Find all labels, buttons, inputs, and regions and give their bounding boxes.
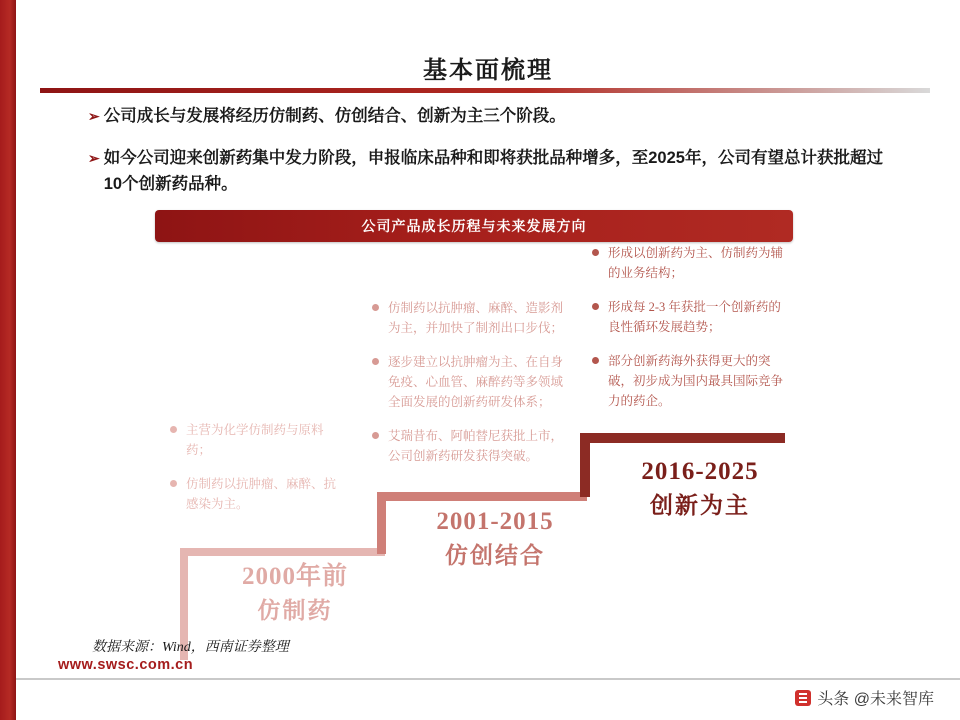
bullet-list — [88, 103, 898, 213]
chart-banner-title: 公司产品成长历程与未来发展方向 — [155, 210, 793, 242]
stage-label-1 — [200, 560, 390, 628]
list-item — [372, 426, 564, 466]
bullet-dot-icon — [372, 304, 379, 311]
stage-2-year: 2001-2015 — [436, 508, 554, 535]
stair-step-2-vertical — [377, 492, 386, 554]
stage-1-year: 2000年前 — [241, 563, 348, 590]
list-item-text: 形成每 2-3 年获批一个创新药的良性循环发展趋势； — [608, 300, 781, 334]
list-item — [592, 243, 787, 283]
footer-divider — [16, 678, 960, 680]
stage-3-name: 创新为主 — [650, 493, 750, 518]
stage-3-points — [592, 243, 787, 425]
list-item — [170, 420, 345, 460]
stage-1-name: 仿制药 — [257, 598, 333, 623]
stair-step-1-horizontal — [180, 548, 385, 556]
bullet-dot-icon — [592, 357, 599, 364]
list-item-text: 艾瑞昔布、阿帕替尼获批上市，公司创新药研发获得突破。 — [388, 429, 564, 463]
stage-1-points — [170, 420, 345, 528]
list-item-text: 仿制药以抗肿瘤、麻醉、抗感染为主。 — [186, 477, 337, 511]
bullet-arrow-icon: ➢ — [88, 108, 100, 124]
stair-step-2-horizontal — [377, 492, 587, 501]
list-item — [592, 297, 787, 337]
stage-2-points — [372, 298, 564, 480]
stage-3-year: 2016-2025 — [641, 458, 759, 485]
bullet-item — [88, 103, 898, 129]
bullet-dot-icon — [170, 426, 177, 433]
stage-label-3 — [600, 455, 800, 523]
bullet-dot-icon — [372, 432, 379, 439]
source-note: 数据来源：Wind，西南证券整理 — [92, 640, 289, 655]
bullet-arrow-icon: ➢ — [88, 150, 100, 166]
page-title: 基本面梳理 — [423, 57, 553, 84]
list-item — [592, 351, 787, 411]
list-item-text: 逐步建立以抗肿瘤为主、在自身免疫、心血管、麻醉药等多领域全面发展的创新药研发体系； — [388, 355, 564, 409]
stage-2-name: 仿创结合 — [445, 543, 545, 568]
bullet-dot-icon — [170, 480, 177, 487]
bullet-text: 公司成长与发展将经历仿制药、仿创结合、创新为主三个阶段。 — [103, 107, 566, 125]
list-item-text: 仿制药以抗肿瘤、麻醉、造影剂为主，并加快了制剂出口步伐； — [388, 301, 564, 335]
stage-label-2 — [400, 505, 590, 573]
left-accent-bar — [0, 0, 16, 720]
list-item — [170, 474, 345, 514]
toutiao-logo-icon — [795, 690, 811, 706]
list-item-text: 主营为化学仿制药与原料药； — [186, 423, 324, 457]
bullet-text: 如今公司迎来创新药集中发力阶段，申报临床品种和即将获批品种增多，至2025年，公司有望总计获批超过10个创新药品种。 — [103, 149, 883, 193]
watermark — [795, 686, 934, 709]
bullet-dot-icon — [592, 249, 599, 256]
stair-step-3-horizontal — [580, 433, 785, 443]
watermark-text: 头条 @未来智库 — [817, 691, 934, 708]
bullet-dot-icon — [372, 358, 379, 365]
stair-step-3-vertical — [580, 433, 590, 497]
list-item-text: 部分创新药海外获得更大的突破，初步成为国内最具国际竞争力的药企。 — [608, 354, 784, 408]
title-divider — [40, 88, 930, 93]
list-item — [372, 352, 564, 412]
footer-url[interactable]: www.swsc.com.cn — [58, 657, 194, 673]
bullet-item — [88, 145, 898, 197]
list-item — [372, 298, 564, 338]
list-item-text: 形成以创新药为主、仿制药为辅的业务结构； — [608, 246, 784, 280]
bullet-dot-icon — [592, 303, 599, 310]
left-accent-bar-gradient — [0, 0, 16, 720]
